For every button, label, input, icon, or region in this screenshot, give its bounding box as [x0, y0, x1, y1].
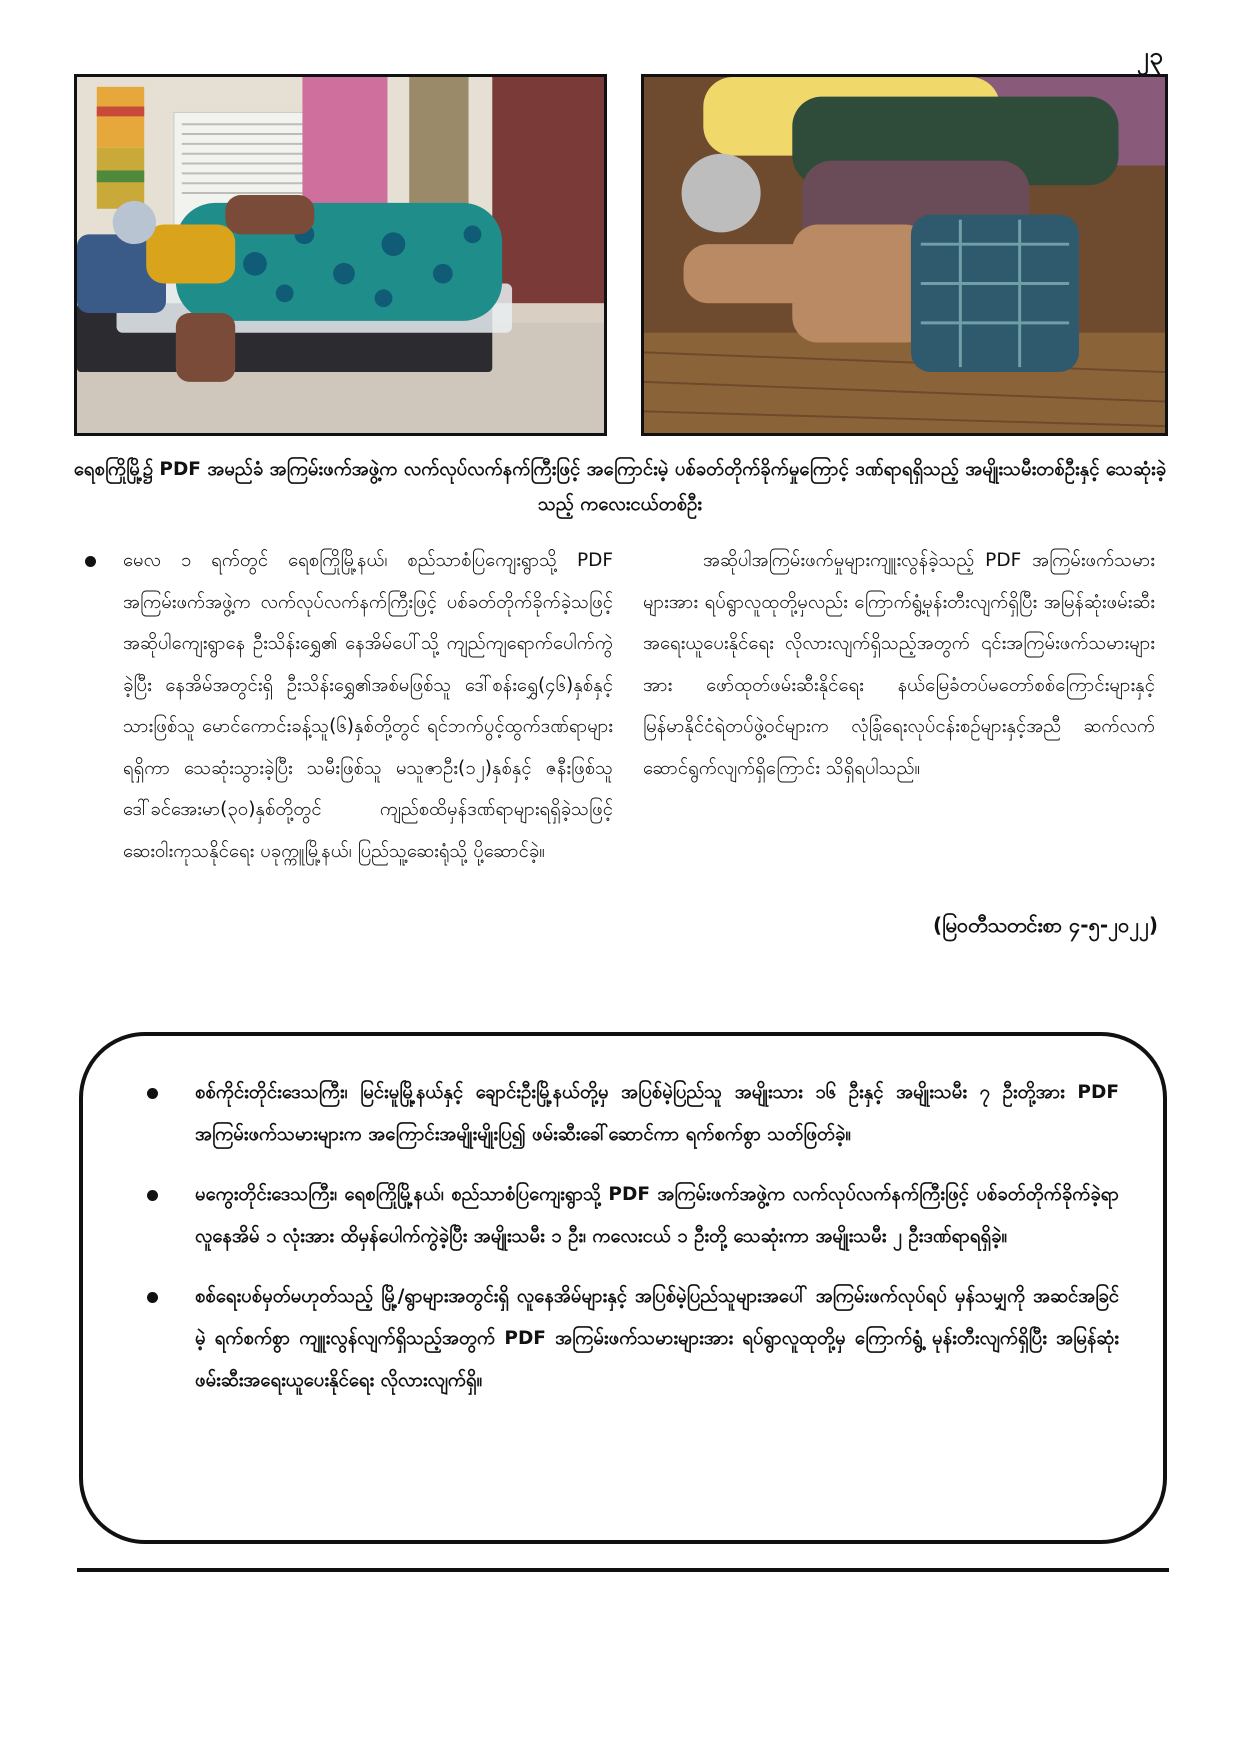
- article-right-column: [643, 540, 1155, 789]
- hospital-bed-photo-icon: [77, 77, 604, 433]
- article-paragraph: အဆိုပါအကြမ်းဖက်မှုများကျူးလွန်ခဲ့သည့် PDF အကြမ်းဖက်သမားများအား ရပ်ရွာလူထုတို့မှလည်း ကြောက်ရွံ့မုန်းတီးလျက်ရှိပြီး အမြန်ဆုံးဖမ်းဆီးအရေးယူပေးနိုင်ရေး လိုလားလျက်ရှိသည့်အတွက် ၎င်းအကြမ်းဖက်သမားများအား ဖော်ထုတ်ဖမ်းဆီးနိုင်ရေး နယ်မြေခံတပ်မတော်စစ်ကြောင်းများနှင့် မြန်မာနိုင်ငံရဲတပ်ဖွဲ့ဝင်များက လုံခြုံရေးလုပ်ငန်းစဉ်များနှင့်အညီ ဆက်လက်ဆောင်ရွက်လျက်ရှိကြောင်း သိရှိရပါသည်။: [643, 550, 1155, 779]
- child-photo-icon: [644, 77, 1165, 433]
- bottom-divider: [77, 1568, 1169, 1572]
- summary-item: [147, 1072, 1119, 1156]
- bullet-icon: [147, 1190, 158, 1201]
- photo-injured-woman: [74, 74, 607, 436]
- summary-item: [147, 1276, 1119, 1402]
- summary-box: [79, 1032, 1167, 1544]
- photo-caption: ရေစကြိုမြို့၌ PDF အမည်ခံ အကြမ်းဖက်အဖွဲ့က လက်လုပ်လက်နက်ကြီးဖြင့် အကြောင်းမဲ့ ပစ်ခတ်တိုက်ခိုက်မှုကြောင့် ဒဏ်ရာရရှိသည့် အမျိုးသမီးတစ်ဦးနှင့် သေဆုံးခဲ့သည့် ကလေးငယ်တစ်ဦး: [73, 459, 1167, 515]
- summary-item-text: စစ်ရေးပစ်မှတ်မဟုတ်သည့် မြို့/ရွာများအတွင်းရှိ လူနေအိမ်များနှင့် အပြစ်မဲ့ပြည်သူများအပေါ် အကြမ်းဖက်လုပ်ရပ် မှန်သမျှကို အဆင်အခြင်မဲ့ ရက်စက်စွာ ကျူးလွန်လျက်ရှိသည့်အတွက် PDF အကြမ်းဖက်သမားများအား ရပ်ရွာလူထုတို့မှ ကြောက်ရွံ့ မုန်းတီးလျက်ရှိပြီး အမြန်ဆုံးဖမ်းဆီးအရေးယူပေးနိုင်ရေး လိုလားလျက်ရှိ။: [195, 1286, 1119, 1391]
- article-bullet-text: မေလ ၁ ရက်တွင် ရေစကြိုမြို့နယ်၊ စည်သာစံပြကျေးရွာသို့ PDF အကြမ်းဖက်အဖွဲ့က လက်လုပ်လက်နက်ကြီးဖြင့် ပစ်ခတ်တိုက်ခိုက်ခဲ့သဖြင့် အဆိုပါကျေးရွာနေ ဦးသိန်းရွှေ၏ နေအိမ်ပေါ်သို့ ကျည်ကျရောက်ပေါက်ကွဲခဲ့ပြီး နေအိမ်အတွင်းရှိ ဦးသိန်းရွှေ၏အစ်မဖြစ်သူ ဒေါ်စန်းရွှေ(၄၆)နှစ်နှင့် သားဖြစ်သူ မောင်ကောင်းခန့်သူ(၆)နှစ်တို့တွင် ရင်ဘက်ပွင့်ထွက်ဒဏ်ရာများရရှိကာ သေဆုံးသွားခဲ့ပြီး သမီးဖြစ်သူ မသူဇာဦး(၁၂)နှစ်နှင့် ဇနီးဖြစ်သူ ဒေါ်ခင်အေးမာ(၃၀)နှစ်တို့တွင် ကျည်စထိမှန်ဒဏ်ရာများရရှိခဲ့သဖြင့် ဆေးဝါးကုသနိုင်ရေး ပခုက္ကူမြို့နယ်၊ ပြည်သူ့ဆေးရုံသို့ ပို့ဆောင်ခဲ့။: [123, 550, 613, 862]
- summary-item: [147, 1174, 1119, 1258]
- summary-item-text: စစ်ကိုင်းတိုင်းဒေသကြီး၊ မြင်းမူမြို့နယ်နှင့် ချောင်းဦးမြို့နယ်တို့မှ အပြစ်မဲ့ပြည်သူ အမျိုးသား ၁၆ ဦးနှင့် အမျိုးသမီး ၇ ဦးတို့အား PDF အကြမ်းဖက်သမားများက အကြောင်းအမျိုးမျိုးပြ၍ ဖမ်းဆီးခေါ်ဆောင်ကာ ရက်စက်စွာ သတ်ဖြတ်ခဲ့။: [195, 1082, 1119, 1145]
- article-left-column: [85, 540, 613, 872]
- news-source: (မြဝတီသတင်းစာ ၄-၅-၂၀၂၂): [932, 913, 1158, 937]
- photo-deceased-child: [641, 74, 1168, 436]
- bullet-icon: [147, 1292, 158, 1303]
- page-number: ၂၃: [1136, 42, 1164, 70]
- summary-list: [83, 1036, 1163, 1402]
- article-bullet: [85, 540, 613, 872]
- bullet-icon: [85, 556, 96, 567]
- summary-item-text: မကွေးတိုင်းဒေသကြီး၊ ရေစကြိုမြို့နယ်၊ စည်သာစံပြကျေးရွာသို့ PDF အကြမ်းဖက်အဖွဲ့က လက်လုပ်လက်နက်ကြီးဖြင့် ပစ်ခတ်တိုက်ခိုက်ခဲ့ရာ လူနေအိမ် ၁ လုံးအား ထိမှန်ပေါက်ကွဲခဲ့ပြီး အမျိုးသမီး ၁ ဦး၊ ကလေးငယ် ၁ ဦးတို့ သေဆုံးကာ အမျိုးသမီး ၂ ဦးဒဏ်ရာရရှိခဲ့။: [195, 1184, 1119, 1247]
- bullet-icon: [147, 1088, 158, 1099]
